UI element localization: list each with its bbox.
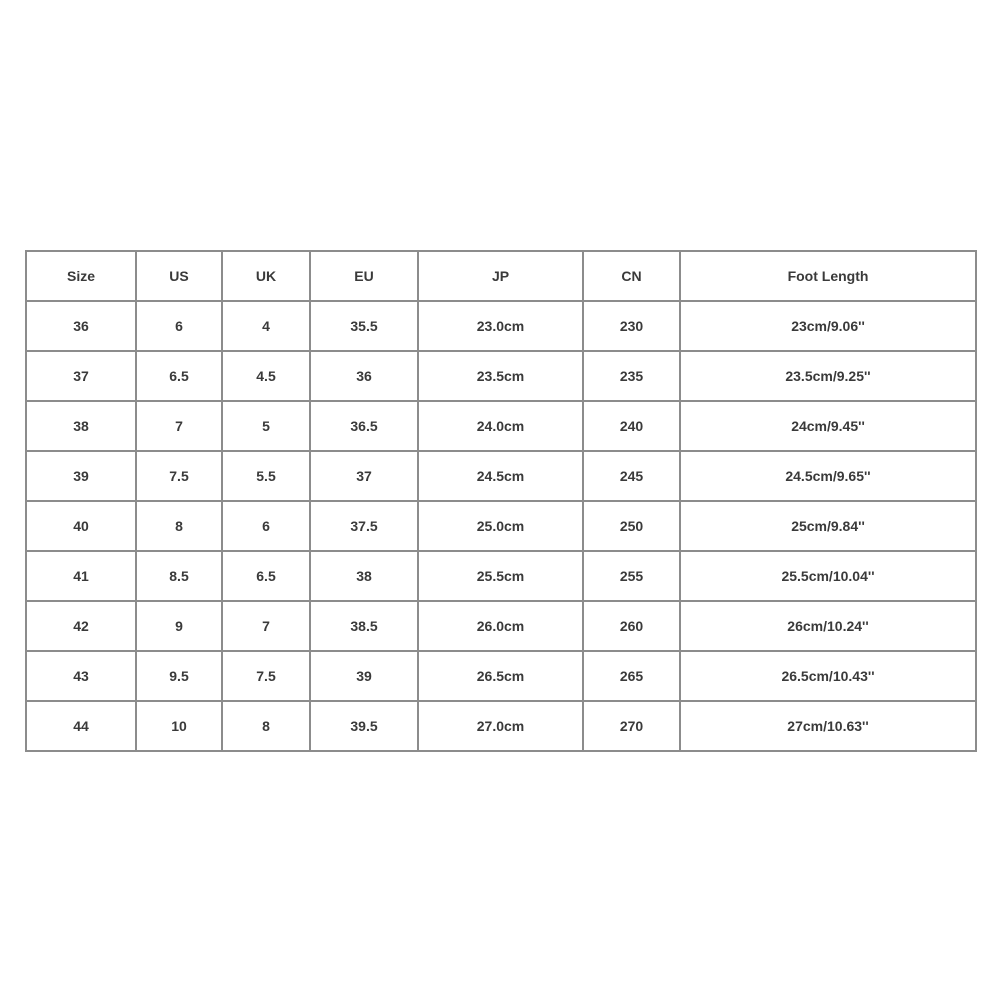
cell-eu: 36 bbox=[311, 352, 419, 402]
cell-uk: 7 bbox=[223, 602, 311, 652]
cell-us: 6 bbox=[137, 302, 223, 352]
cell-us: 9.5 bbox=[137, 652, 223, 702]
cell-foot-length: 25cm/9.84'' bbox=[681, 502, 977, 552]
table-row bbox=[27, 352, 977, 402]
cell-size: 43 bbox=[27, 652, 137, 702]
cell-cn: 235 bbox=[584, 352, 681, 402]
cell-jp: 24.5cm bbox=[419, 452, 584, 502]
cell-eu: 38.5 bbox=[311, 602, 419, 652]
table-row bbox=[27, 502, 977, 552]
cell-jp: 27.0cm bbox=[419, 702, 584, 752]
cell-eu: 37.5 bbox=[311, 502, 419, 552]
cell-eu: 39 bbox=[311, 652, 419, 702]
header-foot-length: Foot Length bbox=[681, 252, 977, 302]
cell-eu: 39.5 bbox=[311, 702, 419, 752]
cell-size: 42 bbox=[27, 602, 137, 652]
table-row bbox=[27, 552, 977, 602]
cell-foot-length: 23cm/9.06'' bbox=[681, 302, 977, 352]
table-row bbox=[27, 402, 977, 452]
cell-uk: 7.5 bbox=[223, 652, 311, 702]
cell-us: 8.5 bbox=[137, 552, 223, 602]
cell-jp: 23.0cm bbox=[419, 302, 584, 352]
cell-cn: 240 bbox=[584, 402, 681, 452]
cell-cn: 255 bbox=[584, 552, 681, 602]
cell-size: 38 bbox=[27, 402, 137, 452]
cell-cn: 230 bbox=[584, 302, 681, 352]
cell-us: 6.5 bbox=[137, 352, 223, 402]
cell-size: 36 bbox=[27, 302, 137, 352]
cell-jp: 26.0cm bbox=[419, 602, 584, 652]
header-size: Size bbox=[27, 252, 137, 302]
header-cn: CN bbox=[584, 252, 681, 302]
cell-size: 39 bbox=[27, 452, 137, 502]
cell-us: 9 bbox=[137, 602, 223, 652]
header-eu: EU bbox=[311, 252, 419, 302]
cell-cn: 245 bbox=[584, 452, 681, 502]
size-chart-table bbox=[25, 250, 977, 752]
cell-uk: 6.5 bbox=[223, 552, 311, 602]
cell-jp: 24.0cm bbox=[419, 402, 584, 452]
cell-jp: 25.5cm bbox=[419, 552, 584, 602]
cell-cn: 270 bbox=[584, 702, 681, 752]
cell-size: 40 bbox=[27, 502, 137, 552]
cell-us: 7.5 bbox=[137, 452, 223, 502]
cell-eu: 37 bbox=[311, 452, 419, 502]
cell-size: 41 bbox=[27, 552, 137, 602]
cell-size: 44 bbox=[27, 702, 137, 752]
cell-foot-length: 27cm/10.63'' bbox=[681, 702, 977, 752]
header-us: US bbox=[137, 252, 223, 302]
cell-jp: 26.5cm bbox=[419, 652, 584, 702]
header-jp: JP bbox=[419, 252, 584, 302]
cell-eu: 38 bbox=[311, 552, 419, 602]
cell-foot-length: 24.5cm/9.65'' bbox=[681, 452, 977, 502]
cell-eu: 35.5 bbox=[311, 302, 419, 352]
cell-foot-length: 26.5cm/10.43'' bbox=[681, 652, 977, 702]
table-row bbox=[27, 302, 977, 352]
cell-cn: 250 bbox=[584, 502, 681, 552]
cell-us: 10 bbox=[137, 702, 223, 752]
table-row bbox=[27, 652, 977, 702]
table-header-row bbox=[27, 252, 977, 302]
cell-foot-length: 23.5cm/9.25'' bbox=[681, 352, 977, 402]
cell-uk: 4 bbox=[223, 302, 311, 352]
cell-uk: 5.5 bbox=[223, 452, 311, 502]
cell-us: 8 bbox=[137, 502, 223, 552]
cell-uk: 5 bbox=[223, 402, 311, 452]
table-row bbox=[27, 452, 977, 502]
cell-cn: 265 bbox=[584, 652, 681, 702]
table-row bbox=[27, 602, 977, 652]
cell-foot-length: 24cm/9.45'' bbox=[681, 402, 977, 452]
cell-cn: 260 bbox=[584, 602, 681, 652]
cell-jp: 25.0cm bbox=[419, 502, 584, 552]
cell-us: 7 bbox=[137, 402, 223, 452]
cell-uk: 4.5 bbox=[223, 352, 311, 402]
header-uk: UK bbox=[223, 252, 311, 302]
cell-eu: 36.5 bbox=[311, 402, 419, 452]
cell-uk: 8 bbox=[223, 702, 311, 752]
cell-size: 37 bbox=[27, 352, 137, 402]
cell-foot-length: 25.5cm/10.04'' bbox=[681, 552, 977, 602]
cell-foot-length: 26cm/10.24'' bbox=[681, 602, 977, 652]
cell-jp: 23.5cm bbox=[419, 352, 584, 402]
table-row bbox=[27, 702, 977, 752]
cell-uk: 6 bbox=[223, 502, 311, 552]
